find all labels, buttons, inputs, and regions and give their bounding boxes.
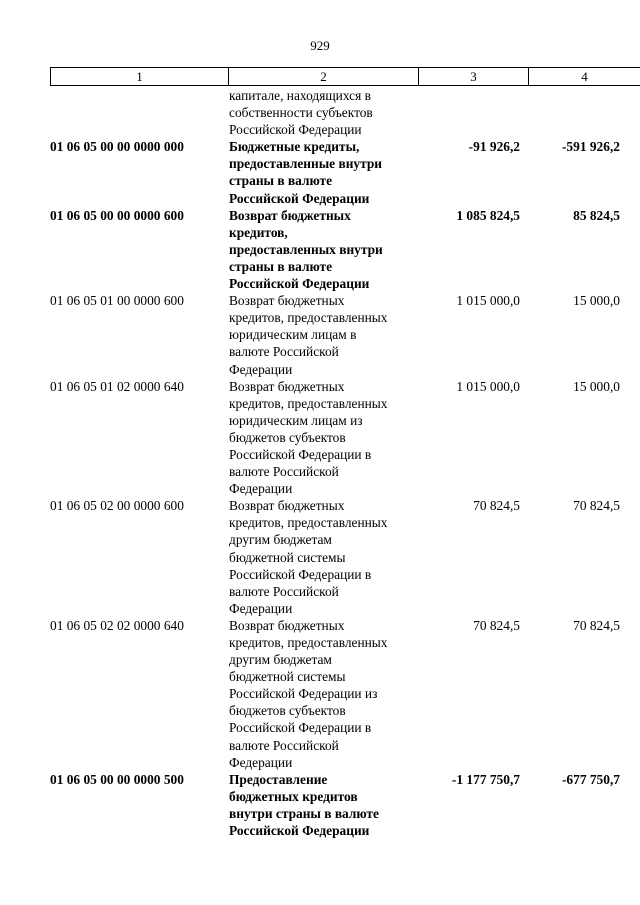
item-name-line: Федерации: [229, 600, 293, 616]
item-name-line: валюте Российской: [229, 583, 339, 599]
item-name-line: Российской Федерации: [229, 823, 370, 839]
budget-code: 01 06 05 01 02 0000 640: [50, 378, 184, 394]
item-name: [228, 207, 418, 292]
item-name-line: другим бюджетам: [229, 652, 332, 668]
value-column-3: 70 824,5: [473, 617, 520, 633]
table-body: [0, 87, 640, 839]
item-name-line: Бюджетные кредиты,: [229, 139, 360, 155]
value-column-3: 1 015 000,0: [456, 378, 520, 394]
page-number: 929: [310, 38, 330, 53]
item-name-line: валюте Российской: [229, 464, 339, 480]
table-row: [0, 87, 640, 138]
item-name-line: Федерации: [229, 481, 293, 497]
budget-code: 01 06 05 00 00 0000 000: [50, 139, 184, 155]
value-column-3: 1 085 824,5: [456, 207, 520, 223]
item-name-line: Российской Федерации: [229, 190, 370, 206]
item-name-line: бюджетов субъектов: [229, 429, 346, 445]
item-name-line: бюджетной системы: [229, 669, 346, 685]
table-row: [0, 771, 640, 839]
budget-code: 01 06 05 02 00 0000 600: [50, 498, 184, 514]
column-header-3: 3: [419, 68, 529, 86]
item-name-line: юридическим лицам в: [229, 327, 357, 343]
value-column-3: -1 177 750,7: [451, 771, 520, 787]
item-name-line: Федерации: [229, 754, 293, 770]
item-name-line: Возврат бюджетных: [229, 617, 345, 633]
item-name: [228, 138, 418, 206]
item-name-line: кредитов, предоставленных: [229, 395, 388, 411]
value-column-3: 70 824,5: [473, 498, 520, 514]
table-row: [0, 207, 640, 292]
table-row: [0, 138, 640, 206]
item-name-line: другим бюджетам: [229, 532, 332, 548]
item-name-line: собственности субъектов: [229, 105, 373, 121]
value-column-3: 1 015 000,0: [456, 293, 520, 309]
item-name-line: Возврат бюджетных: [229, 498, 345, 514]
item-name-line: Российской Федерации в: [229, 720, 372, 736]
item-name-line: бюджетных кредитов: [229, 788, 358, 804]
item-name: [228, 497, 418, 617]
item-name-line: Российской Федерации: [229, 276, 370, 292]
item-name-line: предоставленных внутри: [229, 241, 383, 257]
item-name-line: предоставленные внутри: [229, 156, 383, 172]
item-name-line: Российской Федерации из: [229, 686, 378, 702]
item-name: [228, 292, 418, 377]
item-name-line: кредитов, предоставленных: [229, 310, 388, 326]
item-name-line: кредитов, предоставленных: [229, 635, 388, 650]
item-name-line: кредитов, предоставленных: [229, 515, 388, 531]
item-name-line: бюджетов субъектов: [229, 703, 346, 719]
budget-code: 01 06 05 00 00 0000 500: [50, 771, 184, 787]
value-column-4: 70 824,5: [573, 617, 620, 633]
table-row: [0, 497, 640, 617]
item-name-line: капитале, находящихся в: [229, 88, 371, 103]
item-name-line: страны в валюте: [229, 173, 333, 189]
item-name-line: Возврат бюджетных: [229, 293, 345, 309]
item-name: [228, 771, 418, 839]
item-name-line: Федерации: [229, 361, 293, 377]
column-header-1: 1: [51, 68, 229, 86]
budget-code: 01 06 05 01 00 0000 600: [50, 293, 184, 309]
value-column-4: 15 000,0: [573, 378, 620, 394]
value-column-3: -91 926,2: [468, 139, 520, 155]
table-row: [0, 292, 640, 377]
value-column-4: 85 824,5: [573, 207, 620, 223]
item-name-line: Российской Федерации: [229, 122, 362, 138]
item-name-line: валюте Российской: [229, 737, 339, 753]
item-name-line: Российской Федерации в: [229, 566, 372, 582]
item-name-line: Возврат бюджетных: [229, 207, 351, 223]
value-column-4: 15 000,0: [573, 293, 620, 309]
item-name-line: Российской Федерации в: [229, 446, 372, 462]
item-name-line: кредитов,: [229, 224, 288, 240]
item-name: [228, 617, 418, 771]
item-name-line: Возврат бюджетных: [229, 378, 345, 394]
budget-code: 01 06 05 00 00 0000 600: [50, 207, 184, 223]
budget-code: 01 06 05 02 02 0000 640: [50, 617, 184, 633]
item-name-line: страны в валюте: [229, 258, 333, 274]
table-header: [50, 67, 640, 86]
value-column-4: -677 750,7: [561, 771, 620, 787]
table-row: [0, 617, 640, 771]
item-name: [228, 378, 418, 498]
item-name-line: бюджетной системы: [229, 549, 346, 565]
column-header-4: 4: [529, 68, 640, 86]
item-name-line: внутри страны в валюте: [229, 805, 379, 821]
column-header-2: 2: [229, 68, 419, 86]
value-column-4: 70 824,5: [573, 498, 620, 514]
table-row: [0, 378, 640, 498]
item-name: [228, 87, 418, 138]
item-name-line: валюте Российской: [229, 344, 339, 360]
item-name-line: юридическим лицам из: [229, 412, 363, 428]
item-name-line: Предоставление: [229, 771, 328, 787]
value-column-4: -591 926,2: [561, 139, 620, 155]
